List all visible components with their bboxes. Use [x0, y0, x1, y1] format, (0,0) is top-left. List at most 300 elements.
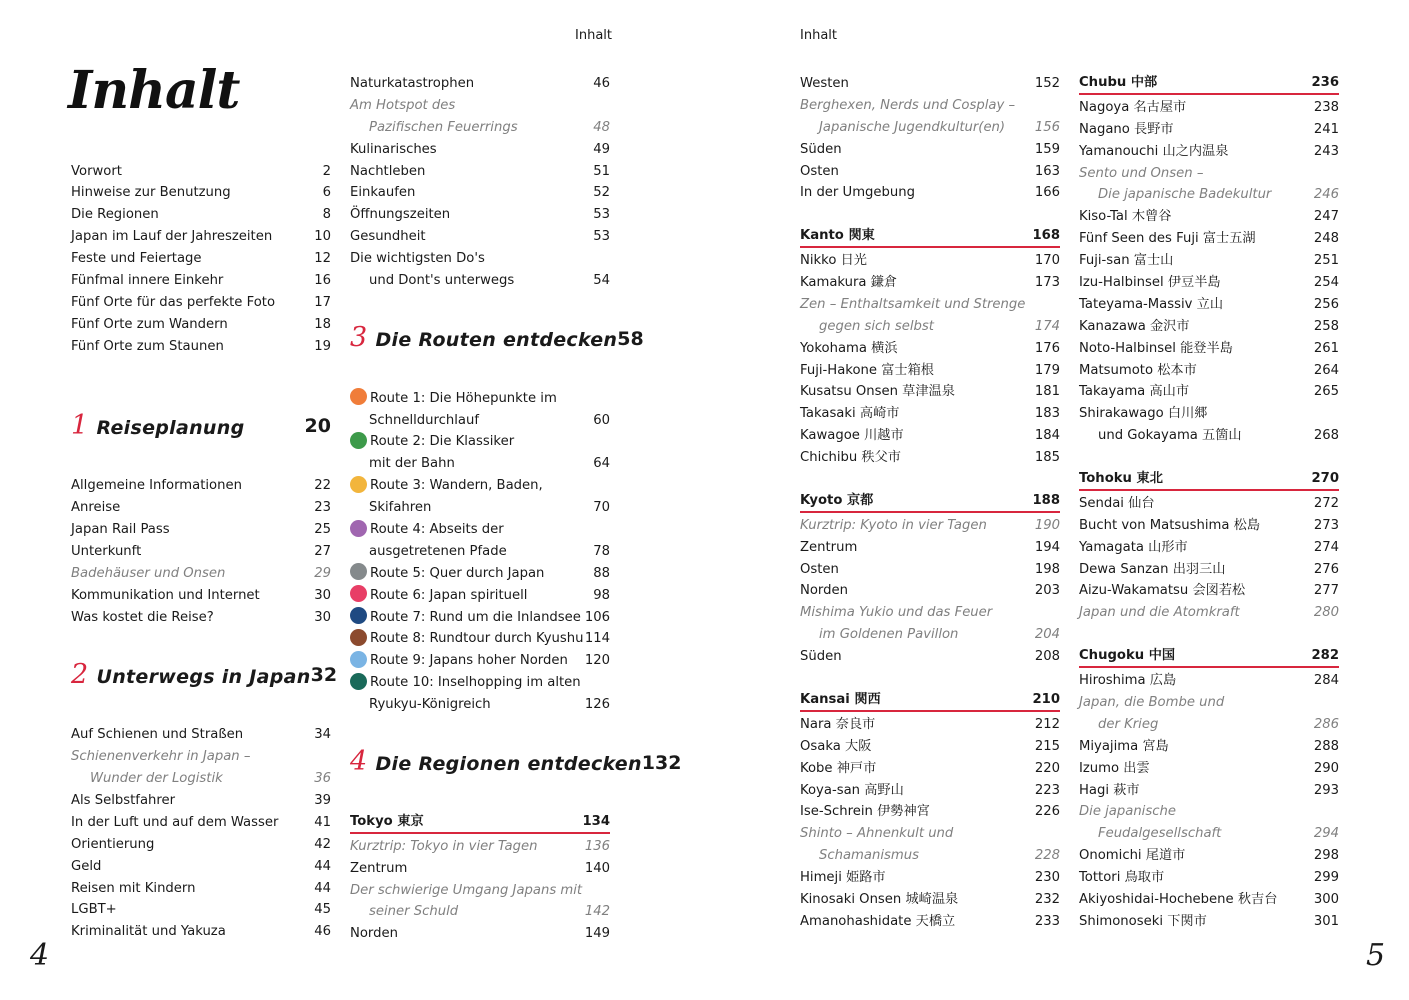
page-number-right: 5	[1366, 938, 1386, 973]
region-heading[interactable]	[1079, 469, 1339, 491]
toc-entry-text: Fünf Orte zum Wandern	[71, 316, 228, 332]
toc-entry[interactable]	[71, 921, 331, 943]
toc-page-number: 258	[1313, 318, 1339, 334]
toc-entry[interactable]	[800, 381, 1060, 403]
toc-page-number: 134	[582, 813, 610, 829]
toc-entry-title	[800, 559, 839, 581]
chapter-number: 4	[350, 746, 368, 778]
toc-entry[interactable]	[71, 724, 331, 746]
spacer	[350, 790, 610, 812]
toc-entry[interactable]	[1079, 425, 1339, 447]
toc-entry[interactable]	[800, 823, 1060, 845]
toc-entry-text: Allgemeine Informationen	[71, 478, 242, 494]
toc-entry-title	[350, 204, 450, 226]
toc-page-number: 44	[314, 880, 331, 896]
toc-entry[interactable]	[71, 226, 331, 248]
toc-entry[interactable]	[800, 580, 1060, 602]
toc-entry[interactable]	[350, 585, 610, 607]
toc-entry-title	[71, 292, 275, 314]
toc-entry[interactable]	[1079, 580, 1339, 602]
toc-entry[interactable]	[1079, 493, 1339, 515]
chapter-heading[interactable]	[71, 401, 331, 453]
toc-page-number: 212	[1034, 716, 1060, 732]
toc-entry[interactable]	[350, 388, 610, 410]
toc-entry[interactable]	[1079, 515, 1339, 537]
toc-entry[interactable]	[350, 628, 610, 650]
toc-entry[interactable]	[1079, 228, 1339, 250]
toc-page-number: 166	[1034, 185, 1060, 201]
toc-entry[interactable]	[1079, 163, 1339, 185]
toc-entry[interactable]	[1079, 911, 1339, 933]
toc-entry-text: Route 7: Rund um die Inlandsee	[370, 609, 581, 625]
toc-entry-title	[71, 768, 223, 790]
toc-entry-text: Onomichi 尾道市	[1079, 848, 1186, 864]
region-heading[interactable]	[350, 812, 610, 834]
toc-entry[interactable]	[350, 248, 610, 270]
toc-entry[interactable]	[800, 559, 1060, 581]
toc-entry-text: ausgetretenen Pfade	[369, 543, 507, 559]
toc-entry[interactable]	[800, 447, 1060, 469]
toc-entry-text: Route 2: Die Klassiker	[370, 434, 515, 450]
toc-entry[interactable]	[71, 768, 331, 790]
toc-entry[interactable]	[71, 248, 331, 270]
toc-entry[interactable]	[1079, 97, 1339, 119]
toc-entry[interactable]	[800, 316, 1060, 338]
toc-entry-text: Kurztrip: Tokyo in vier Tagen	[350, 838, 538, 854]
toc-entry-text: der Krieg	[1098, 716, 1159, 732]
toc-page-number: 294	[1313, 826, 1339, 842]
toc-entry-text: Süden	[800, 141, 842, 157]
toc-page-number: 228	[1034, 848, 1060, 864]
toc-entry[interactable]	[71, 541, 331, 563]
toc-entry-title	[71, 878, 195, 900]
toc-entry-title	[800, 139, 842, 161]
toc-entry[interactable]	[71, 563, 331, 585]
toc-entry-title	[350, 694, 491, 716]
toc-entry[interactable]	[800, 911, 1060, 933]
toc-entry[interactable]	[350, 431, 610, 453]
toc-page-number: 243	[1313, 143, 1339, 159]
toc-entry-text: In der Umgebung	[800, 185, 915, 201]
toc-entry[interactable]	[1079, 141, 1339, 163]
toc-entry-title	[71, 790, 175, 812]
toc-entry-title	[800, 294, 1025, 316]
toc-entry[interactable]	[71, 790, 331, 812]
toc-entry[interactable]	[1079, 670, 1339, 692]
toc-page-number: 126	[584, 697, 610, 713]
toc-entry-title	[350, 95, 455, 117]
toc-entry[interactable]	[1079, 889, 1339, 911]
toc-entry[interactable]	[1079, 403, 1339, 425]
toc-page-number: 16	[314, 273, 331, 289]
toc-page-number: 8	[322, 207, 331, 223]
toc-entry-title	[71, 475, 242, 497]
toc-entry[interactable]	[1079, 360, 1339, 382]
spacer	[800, 668, 1060, 690]
toc-page-number: 30	[314, 587, 331, 603]
toc-entry-title	[1079, 228, 1256, 250]
toc-entry-text: Izu-Halbinsel 伊豆半島	[1079, 275, 1221, 291]
toc-entry-text: Shinto – Ahnenkult und	[800, 826, 954, 842]
toc-entry[interactable]	[1079, 294, 1339, 316]
toc-entry-text: Was kostet die Reise?	[71, 609, 214, 625]
toc-entry[interactable]	[350, 270, 610, 292]
toc-page-number: 272	[1313, 495, 1339, 511]
toc-entry[interactable]	[1079, 316, 1339, 338]
toc-entry[interactable]	[350, 226, 610, 248]
toc-page-number: 223	[1034, 782, 1060, 798]
toc-entry[interactable]	[350, 161, 610, 183]
toc-page-number: 173	[1034, 275, 1060, 291]
toc-entry-title	[350, 541, 507, 563]
toc-entry-title	[800, 823, 953, 845]
toc-entry[interactable]	[71, 314, 331, 336]
toc-entry[interactable]	[71, 270, 331, 292]
toc-entry[interactable]	[350, 453, 610, 475]
toc-entry[interactable]	[1079, 780, 1339, 802]
toc-entry-text: Kamakura 鎌倉	[800, 275, 898, 291]
toc-entry-text: Schamanismus	[819, 848, 919, 864]
toc-entry[interactable]	[350, 901, 610, 923]
toc-page-number: 46	[593, 76, 610, 91]
toc-entry-text: Tateyama-Massiv 立山	[1079, 296, 1224, 312]
toc-page-number: 19	[314, 338, 331, 354]
toc-entry[interactable]	[1079, 736, 1339, 758]
toc-entry-title	[350, 410, 479, 432]
toc-entry-text: Kusatsu Onsen 草津温泉	[800, 384, 955, 400]
toc-entry-text: Koya-san 高野山	[800, 782, 904, 798]
toc-entry-text: Tottori 鳥取市	[1079, 870, 1165, 886]
toc-entry-title	[800, 425, 904, 447]
toc-entry[interactable]	[350, 858, 610, 880]
route-color-dot-icon	[350, 563, 367, 580]
toc-page-number: 184	[1034, 428, 1060, 444]
toc-entry-text: Kanto 関東	[800, 228, 875, 244]
toc-entry-text: Chubu 中部	[1079, 75, 1158, 90]
toc-entry-title	[800, 338, 898, 360]
toc-entry[interactable]	[800, 889, 1060, 911]
toc-entry[interactable]	[800, 736, 1060, 758]
toc-entry[interactable]	[1079, 714, 1339, 736]
toc-entry-title	[800, 537, 857, 559]
toc-page-number: 32	[310, 664, 338, 687]
toc-entry-text: Noto-Halbinsel 能登半島	[1079, 340, 1233, 356]
region-heading[interactable]	[1079, 73, 1339, 95]
toc-entry[interactable]	[800, 801, 1060, 823]
toc-entry[interactable]	[1079, 758, 1339, 780]
toc-entry-text: Unterkunft	[71, 543, 142, 559]
toc-entry-text: Matsumoto 松本市	[1079, 362, 1197, 378]
spacer	[71, 453, 331, 475]
toc-entry-title	[71, 746, 250, 768]
toc-entry[interactable]	[1079, 206, 1339, 228]
toc-entry-text: Geld	[71, 858, 102, 874]
toc-page-number: 210	[1032, 691, 1060, 707]
toc-entry[interactable]	[71, 585, 331, 607]
toc-entry-text: Hiroshima 広島	[1079, 673, 1177, 689]
toc-page-number: 246	[1313, 187, 1339, 203]
toc-page-number: 256	[1313, 296, 1339, 312]
toc-entry[interactable]	[800, 403, 1060, 425]
toc-entry-text: Kawagoe 川越市	[800, 428, 904, 444]
toc-entry[interactable]	[350, 672, 610, 694]
toc-entry[interactable]	[800, 360, 1060, 382]
toc-entry[interactable]	[800, 139, 1060, 161]
toc-entry-text: Nachtleben	[350, 163, 426, 179]
toc-entry[interactable]	[71, 746, 331, 768]
toc-entry-text: Ise-Schrein 伊勢神宮	[800, 804, 930, 820]
region-heading[interactable]	[800, 690, 1060, 712]
toc-entry[interactable]	[71, 878, 331, 900]
toc-page-number: 149	[584, 926, 610, 942]
toc-page-number: 261	[1313, 340, 1339, 356]
toc-entry[interactable]	[71, 519, 331, 541]
toc-entry-title	[350, 139, 437, 161]
toc-page-number: 236	[1311, 75, 1339, 90]
toc-page-number: 52	[593, 185, 610, 201]
toc-page-number: 36	[314, 771, 331, 787]
toc-entry[interactable]	[800, 624, 1060, 646]
toc-entry[interactable]	[350, 923, 610, 945]
toc-entry-title	[800, 360, 934, 382]
toc-entry-title	[1079, 360, 1197, 382]
toc-entry[interactable]	[350, 694, 610, 716]
toc-entry-title	[800, 381, 955, 403]
toc-entry-text: Naturkatastrophen	[350, 76, 475, 91]
region-heading[interactable]	[800, 226, 1060, 248]
toc-page-number: 230	[1034, 870, 1060, 886]
toc-entry[interactable]	[1079, 692, 1339, 714]
toc-page-number: 299	[1313, 870, 1339, 886]
toc-entry-title	[350, 607, 581, 629]
toc-entry[interactable]	[71, 899, 331, 921]
toc-page-number: 54	[593, 273, 610, 289]
toc-entry-title	[800, 73, 849, 95]
toc-entry-title	[350, 858, 407, 880]
toc-entry[interactable]	[800, 250, 1060, 272]
toc-page-number: 39	[314, 792, 331, 808]
toc-entry-text: Ryukyu-Königreich	[369, 697, 491, 713]
toc-entry[interactable]	[1079, 119, 1339, 141]
route-color-dot-icon	[350, 432, 367, 449]
toc-page-number: 132	[641, 751, 682, 774]
toc-entry-title	[350, 923, 398, 945]
chapter-heading[interactable]	[350, 738, 682, 790]
toc-entry[interactable]	[800, 425, 1060, 447]
toc-entry-title	[71, 834, 154, 856]
toc-entry[interactable]	[800, 161, 1060, 183]
toc-page-number: 277	[1313, 583, 1339, 599]
toc-entry[interactable]	[800, 182, 1060, 204]
toc-entry[interactable]	[71, 834, 331, 856]
toc-page-number: 163	[1034, 163, 1060, 179]
toc-entry-text: Anreise	[71, 500, 121, 516]
toc-page-number: 233	[1034, 913, 1060, 929]
toc-entry[interactable]	[1079, 184, 1339, 206]
region-heading[interactable]	[800, 491, 1060, 513]
toc-entry[interactable]	[350, 73, 610, 95]
toc-page-number: 232	[1034, 891, 1060, 907]
toc-entry-title	[71, 658, 311, 690]
toc-entry-title	[71, 812, 278, 834]
chapter-title: Die Routen entdecken	[375, 329, 618, 352]
toc-entry[interactable]	[350, 607, 610, 629]
toc-entry-text: Dewa Sanzan 出羽三山	[1079, 561, 1226, 577]
toc-entry[interactable]	[800, 294, 1060, 316]
toc-entry-title	[350, 161, 425, 183]
toc-entry-text: Skifahren	[369, 500, 432, 516]
toc-entry[interactable]	[350, 650, 610, 672]
toc-entry-title	[350, 182, 415, 204]
route-color-dot-icon	[350, 607, 367, 624]
toc-entry[interactable]	[71, 812, 331, 834]
spacer	[1079, 624, 1339, 646]
toc-entry[interactable]	[1079, 823, 1339, 845]
toc-entry-text: und Dont's unterwegs	[369, 273, 515, 289]
toc-entry-title	[1079, 381, 1189, 403]
toc-column-1	[71, 73, 338, 943]
toc-entry[interactable]	[800, 867, 1060, 889]
toc-page-number: 42	[314, 836, 331, 852]
chapter-heading[interactable]	[71, 650, 338, 702]
toc-entry[interactable]	[800, 515, 1060, 537]
toc-entry-text: Kommunikation und Internet	[71, 587, 260, 603]
chapter-heading[interactable]	[350, 314, 644, 366]
toc-entry[interactable]	[350, 497, 610, 519]
toc-entry-title	[71, 856, 101, 878]
toc-entry-text: Himeji 姫路市	[800, 870, 886, 886]
toc-entry-text: Osten	[800, 163, 839, 179]
toc-entry[interactable]	[1079, 602, 1339, 624]
toc-entry[interactable]	[800, 95, 1060, 117]
toc-entry[interactable]	[1079, 801, 1339, 823]
toc-page-number: 2	[322, 163, 331, 179]
toc-page-number: 301	[1313, 913, 1339, 929]
toc-entry[interactable]	[350, 182, 610, 204]
toc-entry-title	[1079, 559, 1225, 581]
toc-entry[interactable]	[800, 537, 1060, 559]
toc-entry[interactable]	[1079, 845, 1339, 867]
toc-page-number: 120	[584, 653, 610, 669]
toc-entry-title	[71, 921, 226, 943]
toc-entry-text: Route 9: Japans hoher Norden	[370, 653, 568, 669]
toc-entry[interactable]	[71, 607, 331, 629]
toc-entry[interactable]	[800, 117, 1060, 139]
toc-entry[interactable]	[71, 475, 331, 497]
route-color-dot-icon	[350, 476, 367, 493]
toc-entry[interactable]	[350, 475, 610, 497]
toc-page-number: 264	[1313, 362, 1339, 378]
toc-entry[interactable]	[350, 410, 610, 432]
toc-page-number: 106	[584, 609, 610, 625]
toc-entry[interactable]	[71, 497, 331, 519]
toc-entry[interactable]	[71, 161, 331, 183]
toc-entry-text: Fünf Orte für das perfekte Foto	[71, 294, 276, 310]
toc-entry[interactable]	[800, 780, 1060, 802]
toc-page-number: 238	[1313, 99, 1339, 115]
toc-entry-title	[350, 880, 582, 902]
route-color-dot-icon	[350, 520, 367, 537]
toc-page-number: 181	[1034, 384, 1060, 400]
toc-entry-text: Route 1: Die Höhepunkte im	[370, 390, 557, 406]
toc-entry-title	[1079, 758, 1150, 780]
toc-entry[interactable]	[71, 292, 331, 314]
toc-entry-title	[800, 736, 871, 758]
toc-entry[interactable]	[350, 563, 610, 585]
toc-entry[interactable]	[1079, 559, 1339, 581]
toc-entry-title	[1079, 425, 1242, 447]
toc-entry-text: Am Hotspot des	[350, 97, 456, 113]
toc-entry-title	[800, 403, 899, 425]
toc-page-number: 282	[1311, 648, 1339, 664]
toc-entry[interactable]	[350, 95, 610, 117]
toc-entry[interactable]	[800, 845, 1060, 867]
toc-entry[interactable]	[71, 856, 331, 878]
toc-entry[interactable]	[800, 73, 1060, 95]
toc-entry[interactable]	[71, 182, 331, 204]
toc-entry[interactable]	[1079, 867, 1339, 889]
toc-entry-text: und Gokayama 五箇山	[1098, 428, 1242, 444]
toc-entry[interactable]	[350, 139, 610, 161]
region-heading[interactable]	[1079, 646, 1339, 668]
toc-entry[interactable]	[350, 836, 610, 858]
toc-entry[interactable]	[800, 646, 1060, 668]
toc-page-number: 265	[1313, 384, 1339, 400]
toc-entry[interactable]	[71, 336, 331, 358]
toc-entry[interactable]	[1079, 381, 1339, 403]
toc-entry[interactable]	[350, 519, 610, 541]
toc-entry[interactable]	[800, 272, 1060, 294]
toc-entry-title	[1079, 580, 1245, 602]
toc-entry[interactable]	[350, 117, 610, 139]
toc-entry[interactable]	[1079, 250, 1339, 272]
toc-entry[interactable]	[350, 541, 610, 563]
toc-entry[interactable]	[800, 602, 1060, 624]
toc-entry[interactable]	[800, 758, 1060, 780]
toc-entry-title	[1079, 602, 1240, 624]
toc-entry[interactable]	[800, 714, 1060, 736]
toc-page-number: 17	[314, 294, 331, 310]
toc-entry-title	[71, 541, 141, 563]
route-color-dot-icon	[350, 585, 367, 602]
toc-page-number: 34	[314, 727, 331, 743]
toc-page-number: 190	[1034, 517, 1060, 533]
toc-entry[interactable]	[1079, 338, 1339, 360]
toc-page-number: 78	[593, 543, 610, 559]
toc-entry[interactable]	[71, 204, 331, 226]
toc-page-number: 251	[1313, 253, 1339, 269]
toc-entry[interactable]	[1079, 272, 1339, 294]
route-color-dot-icon	[350, 629, 367, 646]
toc-entry[interactable]	[350, 880, 610, 902]
toc-page-number: 98	[593, 587, 610, 603]
toc-entry-title	[800, 117, 1005, 139]
toc-entry[interactable]	[350, 204, 610, 226]
toc-page-number: 48	[593, 119, 610, 135]
toc-entry-text: Yamagata 山形市	[1079, 539, 1188, 555]
toc-entry[interactable]	[1079, 537, 1339, 559]
toc-entry[interactable]	[800, 338, 1060, 360]
toc-entry-text: Orientierung	[71, 836, 155, 852]
toc-entry-text: Vorwort	[71, 163, 122, 179]
toc-entry-title	[350, 475, 543, 497]
toc-entry-text: Akiyoshidai-Hochebene 秋吉台	[1079, 891, 1278, 907]
toc-column-3	[800, 73, 1060, 933]
toc-entry-text: Route 8: Rundtour durch Kyushu	[370, 631, 584, 647]
toc-entry-text: Kiso-Tal 木曾谷	[1079, 209, 1172, 225]
toc-entry-text: Pazifischen Feuerrings	[369, 119, 518, 135]
toc-entry-title	[350, 226, 426, 248]
